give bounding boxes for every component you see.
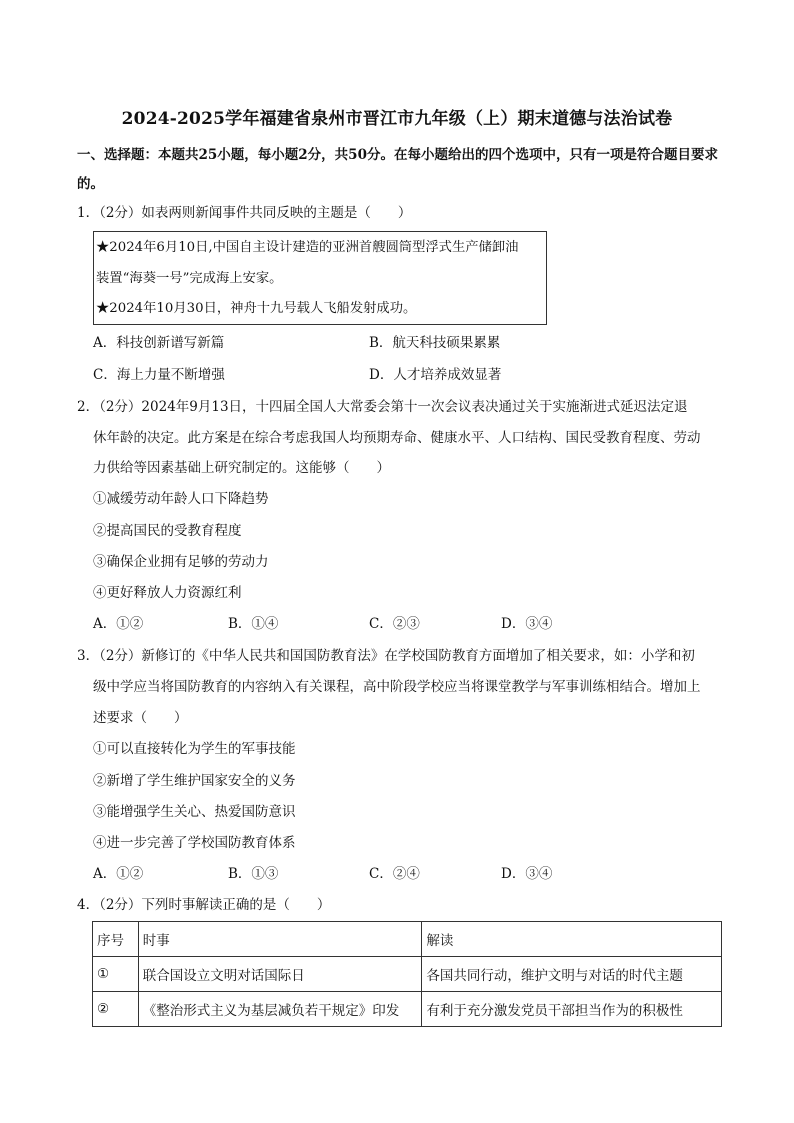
question-4-table	[92, 921, 722, 1027]
question-2-item: ②提高国民的受教育程度	[93, 523, 242, 539]
question-2-stem-line: 2．（2分）2024年9月13日，十四届全国人大常委会第十一次会议表决通过关于实施渐进式延迟法定退	[77, 399, 688, 415]
question-3-option-b: B．①③	[228, 866, 279, 882]
question-3-item: ①可以直接转化为学生的军事技能	[93, 741, 296, 757]
question-3-option-d: D．③④	[501, 866, 553, 882]
question-3-item: ③能增强学生关心、热爱国防意识	[93, 804, 296, 820]
question-3-option-a: A．①②	[93, 866, 144, 882]
table-cell: 联合国设立文明对话国际日	[138, 957, 422, 992]
question-3-stem-line: 3．（2分）新修订的《中华人民共和国国防教育法》在学校国防教育方面增加了相关要求，如：小学和初	[77, 648, 695, 664]
table-row	[93, 957, 722, 992]
question-3-item: ④进一步完善了学校国防教育体系	[93, 835, 296, 851]
table-cell: 各国共同行动，维护文明与对话的时代主题	[422, 957, 722, 992]
question-3-stem-line: 述要求（ ）	[93, 710, 188, 726]
question-2-item: ①减缓劳动年龄人口下降趋势	[93, 491, 269, 507]
question-1-news-box	[93, 231, 547, 325]
question-3-option-c: C．②④	[369, 866, 420, 882]
question-2-option-b: B．①④	[228, 616, 279, 632]
table-row	[93, 992, 722, 1027]
question-1-option-d: D．人才培养成效显著	[369, 367, 502, 383]
news-box-line: ★2024年6月10日,中国自主设计建造的亚洲首艘圆筒型浮式生产储卸油	[96, 240, 519, 255]
news-box-line: 装置“海葵一号”完成海上安家。	[96, 271, 283, 286]
question-2-item: ④更好释放人力资源红利	[93, 585, 242, 601]
table-cell: ②	[93, 992, 139, 1027]
question-1-option-a: A．科技创新谱写新篇	[93, 335, 225, 351]
question-2-option-c: C．②③	[369, 616, 420, 632]
table-header-cell: 时事	[138, 922, 422, 957]
question-2-item: ③确保企业拥有足够的劳动力	[93, 554, 269, 570]
question-2-stem-line: 力供给等因素基础上研究制定的。这能够（ ）	[93, 460, 390, 476]
question-3-item: ②新增了学生维护国家安全的义务	[93, 773, 296, 789]
question-2-option-d: D．③④	[501, 616, 553, 632]
question-1-option-c: C．海上力量不断增强	[93, 367, 225, 383]
question-2-option-a: A．①②	[93, 616, 144, 632]
question-2-stem-line: 休年龄的决定。此方案是在综合考虑我国人均预期寿命、健康水平、人口结构、国民受教育程度、劳动	[93, 430, 701, 446]
question-3-stem-line: 级中学应当将国防教育的内容纳入有关课程，高中阶段学校应当将课堂教学与军事训练相结合。增加上	[93, 679, 701, 695]
question-1-option-b: B．航天科技硕果累累	[369, 335, 501, 351]
table-cell: 《整治形式主义为基层减负若干规定》印发	[138, 992, 422, 1027]
table-header-cell: 解读	[422, 922, 722, 957]
table-cell: 有利于充分激发党员干部担当作为的积极性	[422, 992, 722, 1027]
section-instructions: 一、选择题：本题共25小题，每小题2分，共50分。在每小题给出的四个选项中，只有一项是符合题目要求的。	[77, 147, 718, 192]
page-title: 2024-2025学年福建省泉州市晋江市九年级（上）期末道德与法治试卷	[121, 109, 673, 129]
question-1-stem: 1．（2分）如表两则新闻事件共同反映的主题是（ ）	[77, 205, 412, 221]
table-cell: ①	[93, 957, 139, 992]
question-4-stem: 4．（2分）下列时事解读正确的是（ ）	[77, 897, 331, 913]
table-header-cell: 序号	[93, 922, 139, 957]
news-box-line: ★2024年10月30日，神舟十九号载人飞船发射成功。	[96, 301, 417, 316]
table-header-row	[93, 922, 722, 957]
